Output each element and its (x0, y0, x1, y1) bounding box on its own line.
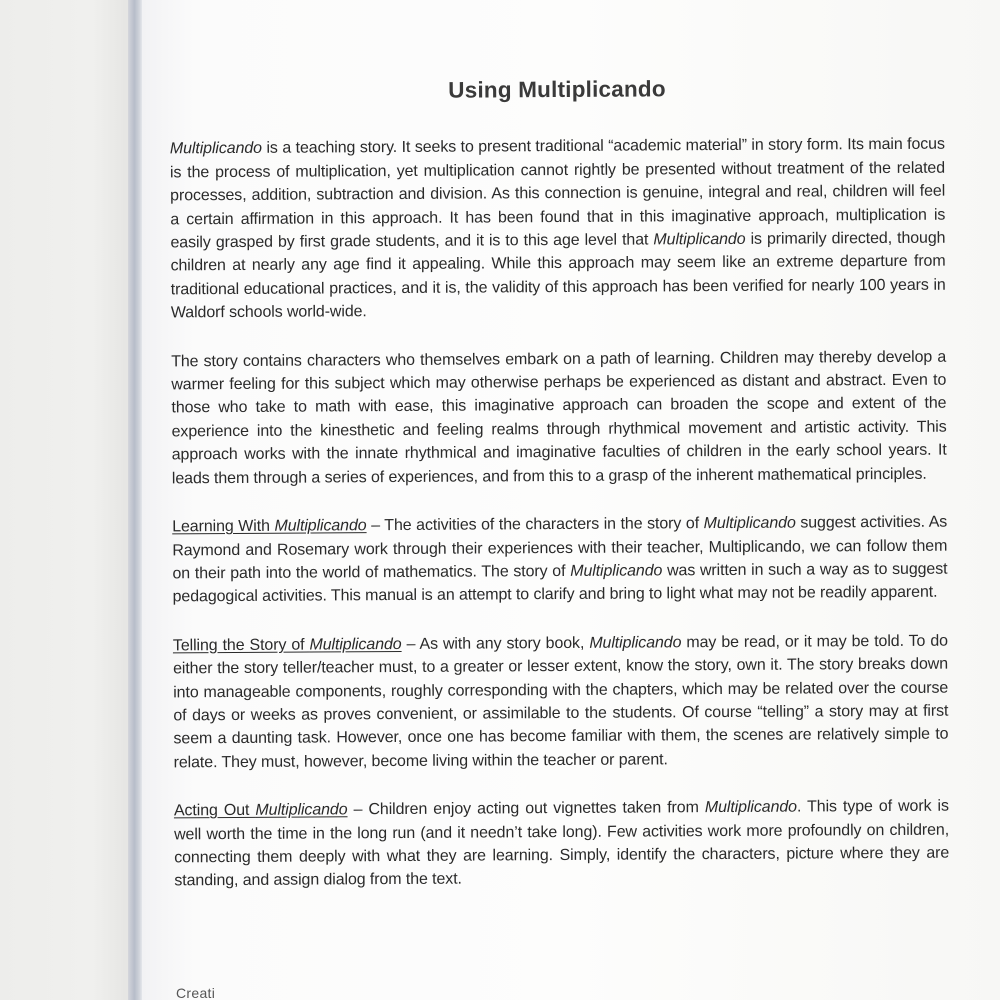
heading-italic: Multiplicando (274, 517, 367, 535)
section-acting-out (174, 795, 950, 893)
book-title-italic: Multiplicando (704, 798, 797, 817)
book-title-italic: Multiplicando (653, 230, 746, 249)
paragraph-text: is primarily directed, though children at nearly any age find it appealing. While this approach may seem like an extreme departure from traditional educational practices, and it is, the validity of this approach has been verified for nearly 100 years in Waldorf schools world-wide. (170, 229, 946, 322)
page-title: Using Multiplicando (448, 76, 666, 103)
heading-text: Learning With (172, 517, 275, 536)
page-content (169, 76, 949, 918)
section-heading (174, 801, 348, 819)
section-heading (172, 517, 366, 535)
paragraph-intro (170, 133, 946, 325)
book-title-italic: Multiplicando (169, 140, 263, 158)
left-page (0, 0, 132, 1000)
section-learning-with (172, 511, 948, 609)
paragraph-text: is a teaching story. It seeks to present traditional “academic material” in story form. Its main focus is the process of multiplication, yet multiplication cannot rightly be presented without treatment of the related processes, addition, subtraction and division. As this connection is genuine, integral and real, children will feel a certain affirmation in this approach. It has been found that in this imaginative approach, multiplication is easily grasped by first grade students, and it is to this age level that (169, 136, 946, 252)
paragraph-text: suggest activities. As Raymond and Rosemary work through their experiences with their teacher, Multiplicando, we can follow them on their path into the world of mathematics. The story of (172, 513, 948, 583)
paragraph-text: . This type of work is well worth the time in the long run (and it needn’t take long). Few activities work more profoundly on children, connecting them deeply with what they are learning. Simply, identify the characters, picture where they are standing, and assign dialog from the text. (174, 797, 950, 890)
cutoff-text: Creati (176, 985, 216, 1000)
book-title-italic: Multiplicando (589, 633, 682, 652)
right-page (142, 0, 1000, 1000)
heading-italic: Multiplicando (255, 801, 348, 820)
heading-italic: Multiplicando (309, 635, 402, 654)
book-title-italic: Multiplicando (703, 514, 796, 533)
heading-text: Acting Out (173, 802, 256, 820)
paragraph-text: may be read, or it may be told. To do either the story teller/teacher must, to a greater or lesser extent, know the story, own it. The story breaks down into manageable components, roughly corresponding with the chapters, which may be related over the course of days or weeks as proves convenient, or assimilable to the students. Of course “telling” a story may at first seem a daunting task. However, once one has become familiar with them, the scenes are relatively simple to relate. They must, however, become living within the teacher or parent. (172, 632, 949, 772)
heading-text: Telling the Story of (172, 636, 310, 655)
paragraph-text: – The activities of the characters in the story of (366, 515, 704, 535)
book-title-italic: Multiplicando (570, 562, 663, 580)
paragraph-text: – As with any story book, (401, 634, 590, 653)
section-heading (173, 636, 402, 654)
section-telling-story (173, 629, 949, 774)
paragraph-text: – Children enjoy acting out vignettes taken from (347, 799, 705, 819)
paragraph-story: The story contains characters who themselves embark on a path of learning. Children may thereby develop a warmer feeling for this subject which may otherwise perhaps be experienced as distant and abstract. Even to those who take to math with ease, this imaginative approach can broaden the scope and extent of the experience into the kinesthetic and feeling realms through rhythmical movement and artistic activity. This approach works with the innate rhythmical and imaginative faculties of children in the early school years. It leads them through a series of experiences, and from this to a grasp of the inherent mathematical principles. (171, 348, 947, 488)
paragraph-text: was written in such a way as to suggest pedagogical activities. This manual is an attempt to clarify and bring to light what may not be readily apparent. (172, 560, 948, 606)
